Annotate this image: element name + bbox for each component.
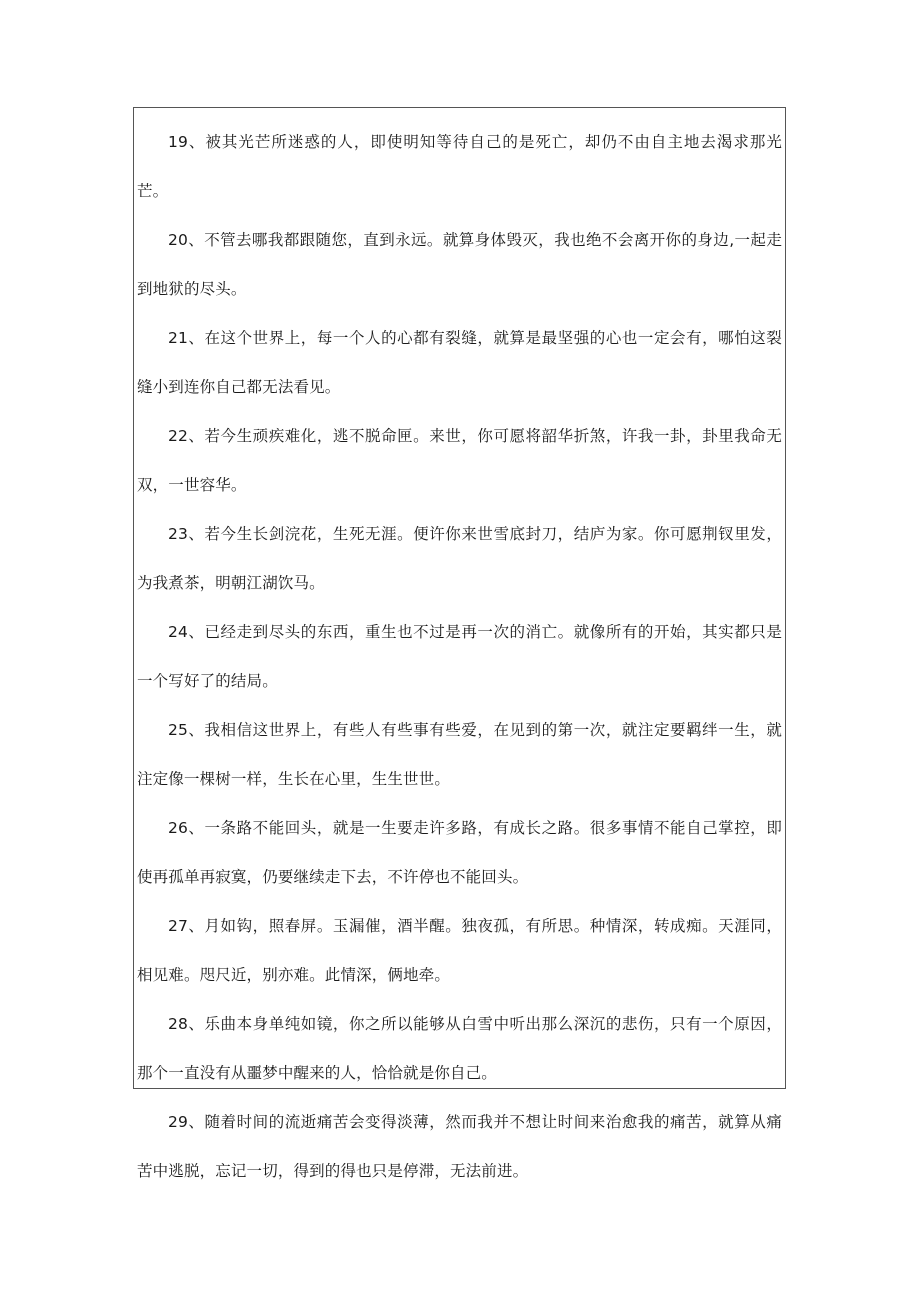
paragraph-27: 27、月如钩，照春屏。玉漏催，酒半醒。独夜孤，有所思。种情深，转成痴。天涯同，相见难。咫尺近，别亦难。此情深，俩地牵。 [137,917,782,984]
paragraph-28: 28、乐曲本身单纯如镜，你之所以能够从白雪中听出那么深沉的悲伤，只有一个原因，那个一直没有从噩梦中醒来的人，恰恰就是你自己。 [137,1015,782,1082]
paragraph-19: 19、被其光芒所迷惑的人，即使明知等待自己的是死亡，却仍不由自主地去渴求那光芒。 [137,133,782,200]
paragraph-22: 22、若今生顽疾难化，逃不脱命匣。来世，你可愿将韶华折煞，许我一卦，卦里我命无双，一世容华。 [137,427,782,494]
paragraph-29: 29、随着时间的流逝痛苦会变得淡薄，然而我并不想让时间来治愈我的痛苦，就算从痛苦中逃脱，忘记一切，得到的得也只是停滞，无法前进。 [137,1113,782,1180]
paragraph-20: 20、不管去哪我都跟随您，直到永远。就算身体毁灭，我也绝不会离开你的身边,一起走到地狱的尽头。 [137,231,782,298]
paragraph-23: 23、若今生长剑浣花，生死无涯。便许你来世雪底封刀，结庐为家。你可愿荆钗里发，为我煮茶，明朝江湖饮马。 [137,525,782,592]
paragraph-24: 24、已经走到尽头的东西，重生也不过是再一次的消亡。就像所有的开始，其实都只是一个写好了的结局。 [137,623,782,690]
paragraph-21: 21、在这个世界上，每一个人的心都有裂缝，就算是最坚强的心也一定会有，哪怕这裂缝小到连你自己都无法看见。 [137,329,782,396]
paragraph-25: 25、我相信这世界上，有些人有些事有些爱，在见到的第一次，就注定要羁绊一生，就注定像一棵树一样，生长在心里，生生世世。 [137,721,782,788]
paragraph-26: 26、一条路不能回头，就是一生要走许多路，有成长之路。很多事情不能自己掌控，即使再孤单再寂寞，仍要继续走下去，不许停也不能回头。 [137,819,782,886]
text-content [137,118,782,1196]
